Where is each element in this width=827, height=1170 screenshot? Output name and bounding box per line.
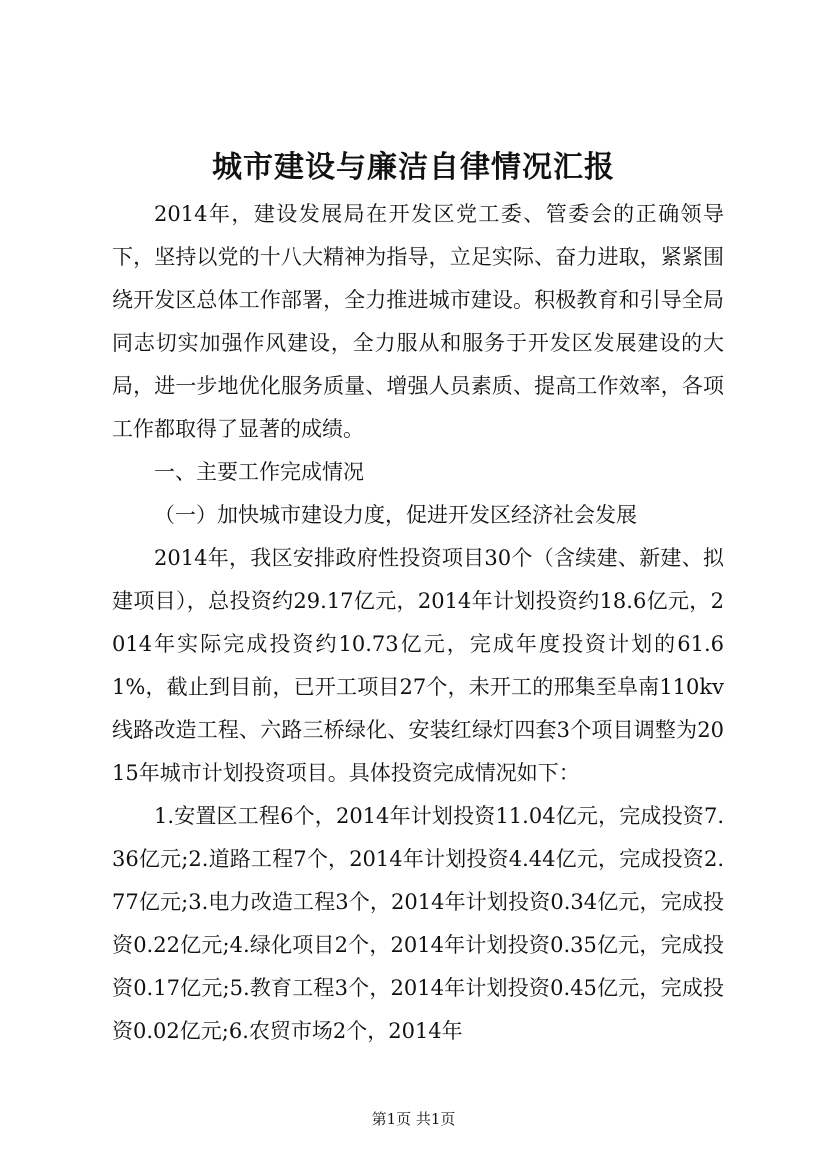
paragraph-investment-details: 1.安置区工程6个，2014年计划投资11.04亿元，完成投资7.36亿元;2.道路工程7个，2014年计划投资4.44亿元，完成投资2.77亿元;3.电力改造工程3个，2014年计划投资0.34亿元，完成投资0.22亿元;4.绿化项目2个，2014年计划投资0.35亿元，完成投资0.17亿元;5.教育工程3个，2014年计划投资0.45亿元，完成投资0.02亿元;6.农贸市场2个，2014年: [112, 804, 724, 1043]
document-body: [112, 193, 724, 1053]
section-heading: 一、主要工作完成情况: [154, 460, 364, 484]
page-footer: 第1页 共1页: [371, 1110, 456, 1128]
subsection-heading: （一）加快城市建设力度，促进开发区经济社会发展: [154, 503, 637, 527]
paragraph-investment: 2014年，我区安排政府性投资项目30个（含续建、新建、拟建项目），总投资约29.17亿元，2014年计划投资约18.6亿元，2014年实际完成投资约10.73亿元，完成年度投资计划的61.61%，截止到目前，已开工项目27个，未开工的邢集至阜南110kv线路改造工程、六路三桥绿化、安装红绿灯四套3个项目调整为2015年城市计划投资项目。具体投资完成情况如下：: [112, 546, 724, 785]
document-title: 城市建设与廉洁自律情况汇报: [212, 150, 615, 185]
paragraph-intro: 2014年，建设发展局在开发区党工委、管委会的正确领导下，坚持以党的十八大精神为指导，立足实际、奋力进取，紧紧围绕开发区总体工作部署，全力推进城市建设。积极教育和引导全局同志切实加强作风建设，全力服从和服务于开发区发展建设的大局，进一步地优化服务质量、增强人员素质、提高工作效率，各项工作都取得了显著的成绩。: [112, 202, 724, 441]
